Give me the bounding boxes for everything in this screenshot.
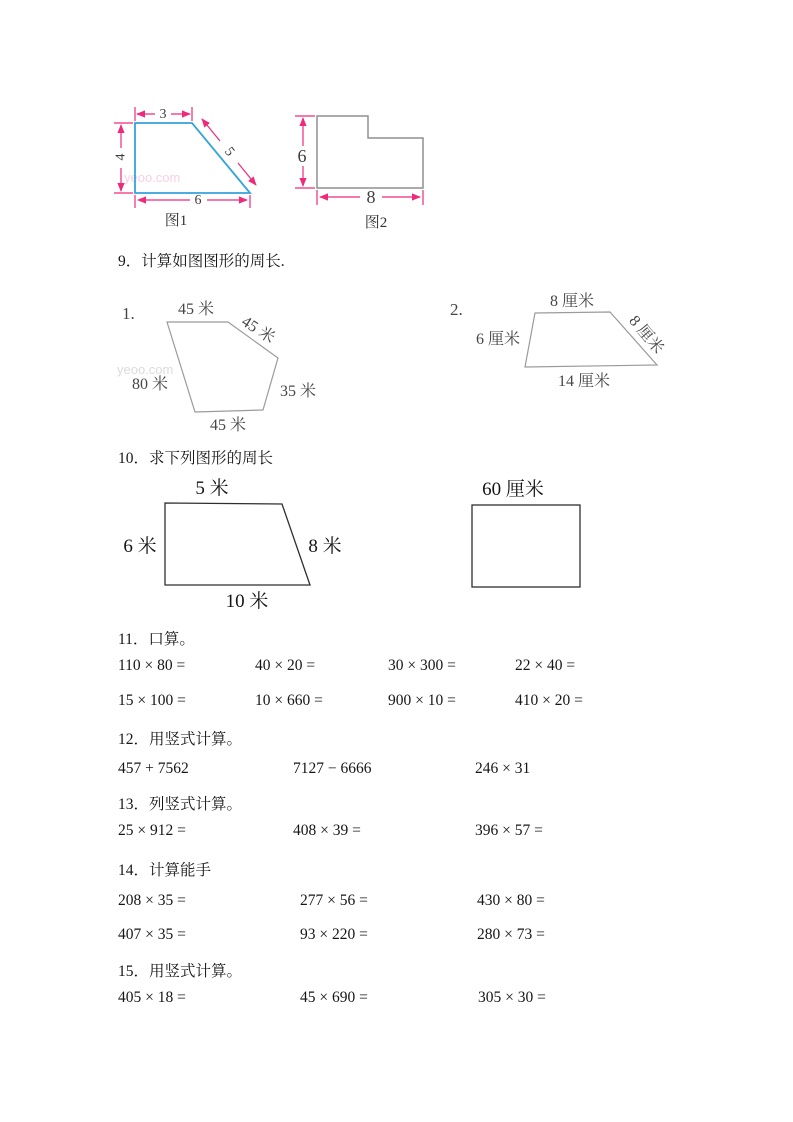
q13-title: 13．列竖式计算。 xyxy=(118,796,243,813)
expression: 900 × 10 = xyxy=(388,692,456,709)
rectangle-shape xyxy=(472,505,580,587)
expression: 30 × 300 = xyxy=(388,657,456,674)
expression: 22 × 40 = xyxy=(515,657,576,674)
expression: 246 × 31 xyxy=(475,760,531,777)
expression: 10 × 660 = xyxy=(255,692,323,709)
q15-title: 15．用竖式计算。 xyxy=(118,963,243,980)
expression: 305 × 30 = xyxy=(478,989,546,1006)
trapezoid-shape xyxy=(135,123,250,193)
q10-title: 10．求下列图形的周长 xyxy=(118,450,274,467)
q10-trap-right-label: 8 米 xyxy=(308,536,342,557)
q10-trap-top-label: 5 米 xyxy=(195,478,229,499)
q10-trap-bottom-label: 10 米 xyxy=(225,591,269,612)
expression: 410 × 20 = xyxy=(515,692,583,709)
dim-bottom: 8 xyxy=(366,187,376,207)
expression: 407 × 35 = xyxy=(118,926,186,943)
expression: 405 × 18 = xyxy=(118,989,186,1006)
trapezoid-shape xyxy=(165,503,310,585)
q9-fig1-left-label: 80 米 xyxy=(131,376,169,393)
watermark-text: yeoo.com xyxy=(117,362,174,377)
figure-2-lshape xyxy=(290,100,440,235)
expression: 430 × 80 = xyxy=(477,892,545,909)
q12-title: 12．用竖式计算。 xyxy=(118,731,243,748)
q9-fig1-top-label: 45 米 xyxy=(177,301,215,318)
expression: 15 × 100 = xyxy=(118,692,186,709)
expression: 408 × 39 = xyxy=(293,822,361,839)
q10-trap-left-label: 6 米 xyxy=(123,536,157,557)
dim-left: 6 xyxy=(297,146,307,166)
q9-fig1-index: 1. xyxy=(122,304,135,323)
expression: 25 × 912 = xyxy=(118,822,186,839)
q9-fig2-left-label: 6 厘米 xyxy=(475,331,521,348)
expression: 277 × 56 = xyxy=(300,892,368,909)
q9-fig1-bottom-label: 45 米 xyxy=(209,417,247,434)
q9-fig1-topright-label: 45 米 xyxy=(238,313,278,347)
expression: 208 × 35 = xyxy=(118,892,186,909)
expression: 110 × 80 = xyxy=(118,657,186,674)
q11-title: 11．口算。 xyxy=(118,631,195,648)
q10-rectangle xyxy=(455,472,615,597)
dimension-lines xyxy=(295,116,423,205)
lshape-shape xyxy=(317,116,423,188)
q9-figure-1-pentagon xyxy=(112,288,342,438)
q10-rect-top-label: 60 厘米 xyxy=(482,479,544,500)
q9-figure-2-trapezoid xyxy=(445,282,695,402)
q9-fig2-bottom-label: 14 厘米 xyxy=(557,373,611,390)
figure-1-trapezoid xyxy=(105,100,285,235)
q10-trapezoid xyxy=(115,472,350,614)
expression: 396 × 57 = xyxy=(475,822,543,839)
q9-fig1-right-label: 35 米 xyxy=(279,383,317,400)
figure-1-caption: 图1 xyxy=(164,213,188,229)
expression: 93 × 220 = xyxy=(300,926,368,943)
dim-left: 4 xyxy=(113,153,129,161)
q9-fig2-top-label: 8 厘米 xyxy=(549,293,595,310)
expression: 40 × 20 = xyxy=(255,657,316,674)
watermark-text: yeoo.com xyxy=(124,170,181,185)
dim-slant: 5 xyxy=(220,144,238,160)
q14-title: 14．计算能手 xyxy=(118,862,212,879)
q9-title: 9．计算如图图形的周长. xyxy=(118,253,285,270)
expression: 7127 − 6666 xyxy=(293,760,372,777)
expression: 280 × 73 = xyxy=(477,926,545,943)
q9-fig2-right-label: 8 厘米 xyxy=(625,312,667,358)
dim-bottom: 6 xyxy=(194,193,202,208)
dim-top: 3 xyxy=(159,107,167,122)
q9-fig2-index: 2. xyxy=(450,300,463,319)
expression: 457 + 7562 xyxy=(118,760,189,777)
figure-2-caption: 图2 xyxy=(364,215,388,231)
expression: 45 × 690 = xyxy=(300,989,368,1006)
